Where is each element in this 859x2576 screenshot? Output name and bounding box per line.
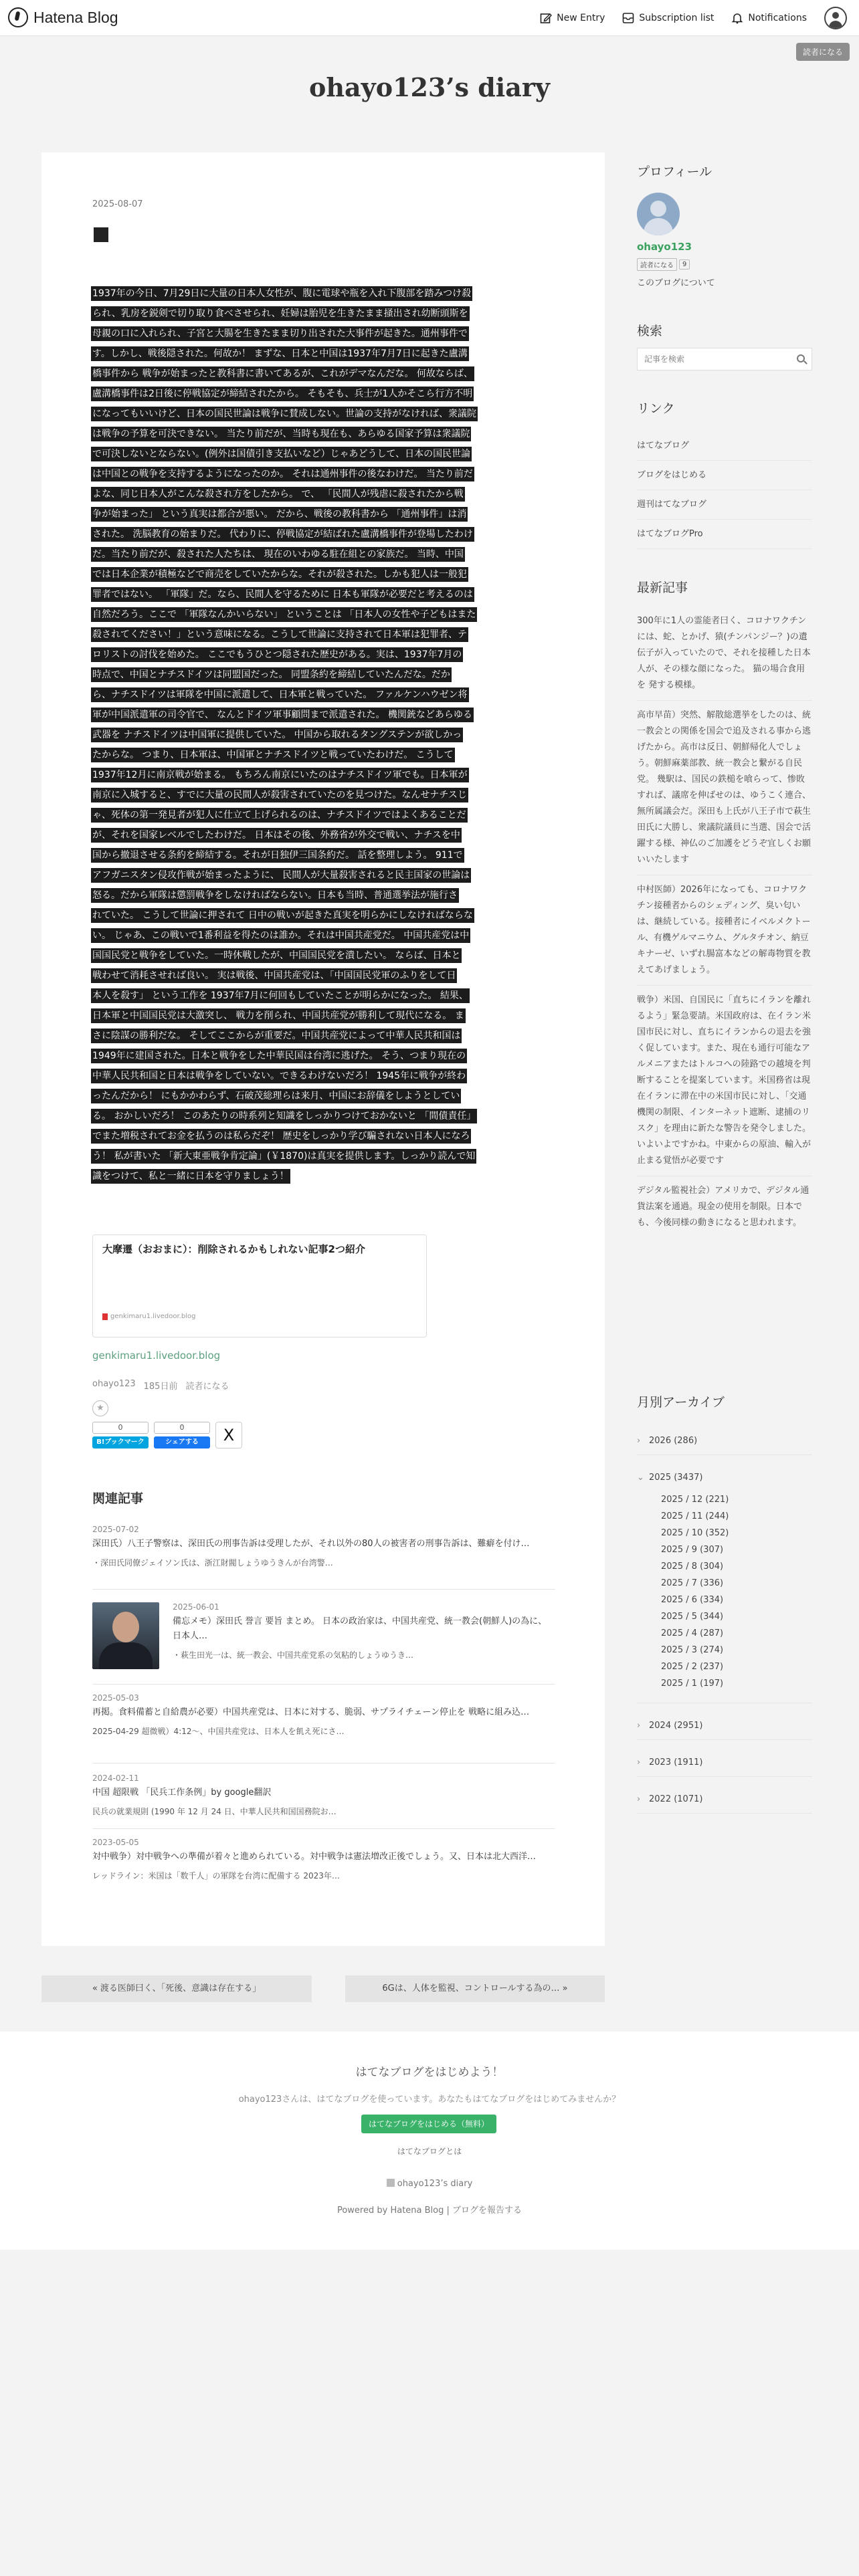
related-item[interactable]: 2025-05-03 再掲。食料備蓄と自給農が必要）中国共産党は、日本に対する、脆弱、サプライチェーン停止を 戦略に組み込… 2025-04-29 超微戦）4:12〜、中国共産党は、日本人を飢え死にさ…	[92, 1693, 530, 1736]
bell-icon	[731, 12, 743, 24]
pencil-square-icon	[540, 12, 552, 24]
chevron-right-icon[interactable]: ›	[637, 1757, 641, 1767]
post-body-line	[91, 825, 555, 845]
chevron-right-icon[interactable]: ›	[637, 1436, 641, 1446]
highlighted-text: で可決しないとならない。(例外は国債引き支払いなど）じゃあどうして、日本の国民世論	[91, 447, 472, 461]
link-item[interactable]: はてなブログPro	[637, 520, 812, 549]
search-icon[interactable]	[797, 354, 805, 362]
highlighted-text: は中国との戦争を支持するようになったのか。 それは通州事件の後なわけだ。 当たり前だ	[91, 467, 474, 481]
post-body-line	[91, 665, 555, 685]
highlighted-text: さに陰謀の勝利だな。 そしてここからが重要だ。中国共産党によって中華人民共和国は	[91, 1029, 462, 1043]
post-body-line	[91, 364, 555, 384]
highlighted-text: ったんだから！ にもかかわらず、石破茂総理らは来月、中国にお辞儀をしようとしてい	[91, 1089, 461, 1103]
post-body-line	[91, 1106, 555, 1126]
source-link[interactable]: genkimaru1.livedoor.blog	[92, 1350, 221, 1362]
highlighted-text: 争が始まった」 という真実は都合が悪い。 だから、戦後の教科書から 「通州事件」は消	[91, 507, 468, 522]
highlighted-text: アフガニスタン侵攻作戦が始まったように、 民間人が大量殺害されると民主国家の世論は	[91, 868, 471, 883]
divider	[92, 1589, 555, 1590]
recent-entry-link[interactable]: 戦争）米国、自国民に「直ちにイランを離れるよう」緊急要請。米国政府は、在イラン米国市民に対し、直ちにイランからの退去を強く促しています。また、現在も通行可能なアルメニアまたはトルコへの陸路での越境を判断することを提案しています。米国務省は現在イランに滞在中の米国市民に対し、「交通機関の制限、インターネット遮断、逮捕のリスク」を理由に新たな警告を発令しました。 いよいよですかね。中東からの原油、輸入が止まる覚悟が必要です	[637, 995, 812, 1166]
highlighted-text: 罪者ではない。 「軍隊」だ。なら、民間人を守るために 日本も軍隊が必要だと考えるのは	[91, 587, 474, 602]
embed-title: 大摩遷（おおまに）：削除されるかもしれない記事2つ紹介	[102, 1243, 365, 1255]
post-body-line	[91, 424, 555, 444]
subscribe-reader-button[interactable]: 読者になる	[796, 43, 850, 61]
post-meta	[92, 1379, 229, 1392]
about-blog-link[interactable]: このブログについて	[637, 278, 715, 288]
post-body-line	[91, 444, 555, 464]
highlighted-text: い。 じゃあ、この戦いで1番利益を得たのは誰か。それは中国共産党だ。 中国共産党は中	[91, 928, 470, 943]
post-body-line	[91, 524, 555, 544]
highlighted-text: 1937年の今日、7月29日に大量の日本人女性が、腹に電球や瓶を入れ下腹部を踏みつけ殺	[91, 286, 472, 301]
post-body-line	[91, 544, 555, 564]
embedded-link-card[interactable]	[92, 1235, 427, 1337]
search-module	[637, 321, 812, 339]
link-item[interactable]: ブログをはじめる	[637, 461, 812, 490]
post-body-line	[91, 1166, 555, 1186]
profile-module	[637, 162, 812, 180]
post-body-line	[91, 865, 555, 885]
highlighted-text: された。 洗脳教育の始まりだ。 代わりに、停戦協定が結ばれた盧溝橋事件が登場したわけ	[91, 527, 474, 542]
related-item[interactable]: 2023-05-05 対中戦争）対中戦争への準備が着々と進められている。対中戦争は憲法増改正後でしょう。又、日本は北大西洋… レッドライン：米国は「数千人」の軍隊を台湾に配備する 2023年…	[92, 1838, 537, 1881]
post-body-line	[91, 725, 555, 745]
post-body-line	[91, 304, 555, 324]
highlighted-text: ら、ナチスドイツは軍隊を中国に派遣して、日本軍と戦っていた。 ファルケンハウゼン将	[91, 687, 469, 702]
highlighted-text: 本人を殺す」 という工作を 1937年7月に何回もしていたことが明らかになった。 結果、	[91, 988, 470, 1003]
post-body-line	[91, 1046, 555, 1066]
recent-entry-link[interactable]: 高市早苗）突然、解散総選挙をしたのは、統一教会との関係を国会で追及される事から逃げたから。高市は反日、朝鮮帰化人でしょう。朝鮮麻薬部教、統一教会と繋がる自民党。 幾駅は、国民の鉄槌を喰らって、惨敗すれば、議席を伸ばせのは、ゆうこく連合、無所属議会だ。深田も上氏が八王子市で萩生田氏に大勝し、衆議院議員に当選、国会で活躍する様、神仏のご加護をどうぞ宜しくお願いいたします	[637, 710, 812, 865]
subscription-list-button[interactable]: Subscription list	[622, 12, 714, 24]
post-body-line	[91, 484, 555, 504]
post-body-line	[91, 344, 555, 364]
post-body-line	[91, 1006, 555, 1026]
main-column	[41, 152, 605, 1946]
subscription-icon	[622, 12, 634, 24]
highlighted-text: でまた増税されてお金を払うのは私らだぞ！ 歴史をしっかり学び騙されない日本人になろ	[91, 1129, 471, 1144]
powered-by[interactable]: Powered by Hatena Blog | ブログを報告する	[337, 2206, 522, 2216]
link-item[interactable]: はてなブログ	[637, 431, 812, 461]
highlighted-text: よな、同じ日本人がこんな殺され方をしたから。 で、 「民間人が残虐に殺されたから戦	[91, 487, 465, 502]
post-body-line	[91, 284, 555, 304]
share-buttons	[92, 1422, 242, 1448]
search-input[interactable]	[638, 348, 785, 370]
post-body-line	[91, 705, 555, 725]
highlighted-text: る。 おかしいだろ！ このあたりの時系列と知識をしっかりつけておかないと 「間債責任」	[91, 1109, 477, 1123]
archive-month-link[interactable]: 2025 / 5 (344)	[661, 1612, 724, 1622]
meta-reader-link[interactable]: 読者になる	[185, 1382, 229, 1392]
post-body-line	[91, 625, 555, 645]
highlighted-text: う！ 私が書いた 「新大東亜戦争肯定論」(￥1870)は真実を提供します。しっかり読んで知	[91, 1149, 476, 1164]
post-body-line	[91, 645, 555, 665]
hatena-logo-icon	[8, 7, 28, 27]
archive-year[interactable]: ›2022 (1071)	[637, 1786, 812, 1813]
footer-paragraph: ohayo123さんは、はてなブログを使っています。あなたもはてなブログをはじめてみませんか？	[238, 2095, 621, 2105]
highlighted-text: 橋事件から 戦争が始まったと教科書に書いてあるが、これがデマなんだな。 何故ならば、	[91, 366, 474, 381]
blog-icon	[387, 2179, 395, 2187]
post-body-line	[91, 765, 555, 785]
link-item[interactable]: 週刊はてなブログ	[637, 490, 812, 520]
recent-entry-link[interactable]: デジタル監視社会）アメリカで、デジタル通貨法案を通過。現金の使用を制限。日本でも、今後同様の動きになると思われます。	[637, 1186, 809, 1228]
post-body-line	[91, 905, 555, 926]
highlighted-text: 軍が中国派遣軍の司令官で、 なんとドイツ軍事顧問まで派遣された。 機関銃などあらゆる	[91, 708, 474, 722]
highlighted-text: 1937年12月に南京戦が始まる。 もちろん南京にいたのはナチスドイツ軍でも。日本軍が	[91, 768, 469, 782]
highlighted-text: 国から撤退させる条約を締結する。それが日独伊三国条約だ。 話を整理しよう。 911で	[91, 848, 464, 863]
blog-title[interactable]: ohayo123’s diary	[309, 72, 550, 102]
highlighted-text: が、それを国家レベルでしたわけだ。 日本はその後、外務省が外交で戦い、ナチスを中	[91, 828, 462, 843]
post-body-line	[91, 926, 555, 946]
highlighted-text: 自然だろう。ここで 「軍隊なんかいらない」 ということは 「日本人の女性や子どもはまた	[91, 607, 477, 622]
post-title-square-glyph[interactable]	[94, 227, 108, 242]
hatena-bookmark-button[interactable]: 0 B!ブックマーク	[92, 1422, 149, 1448]
highlighted-text: 日本軍と中国国民党は大激突し、 戦力を削られ、中国共産党が勝利して現代になる。 ま	[91, 1008, 466, 1023]
footer-heading: はてなブログをはじめよう！	[355, 2066, 504, 2079]
profile-name[interactable]: ohayo123	[637, 241, 692, 253]
chevron-right-icon[interactable]: ›	[637, 1721, 641, 1731]
archive-year[interactable]: ›2024 (2951)	[637, 1713, 812, 1739]
highlighted-text: 怒る。だから軍隊は懲罰戦争をしなければならない。日本も当時、普通選挙法が施行さ	[91, 888, 459, 903]
facebook-share-button[interactable]: 0 シェアする	[154, 1422, 210, 1448]
post-body-line	[91, 384, 555, 404]
archive-month-link[interactable]: 2025 / 8 (304)	[661, 1562, 724, 1572]
divider	[92, 1684, 555, 1685]
archive-month-link[interactable]: 2025 / 4 (287)	[661, 1628, 724, 1638]
post-body-line	[91, 584, 555, 605]
archive-month-link[interactable]: 2025 / 6 (334)	[661, 1595, 724, 1605]
divider	[92, 1828, 555, 1829]
global-header	[0, 0, 859, 36]
links-module	[637, 399, 812, 549]
recent-entries-module	[637, 578, 812, 1231]
post-date[interactable]: 2025-08-07	[92, 199, 143, 209]
highlighted-text: 南京に入城すると、すでに大量の民間人が殺害されていたのを見つけた。なんせナチスじ	[91, 788, 468, 802]
permalink-time[interactable]: 185日前	[143, 1382, 178, 1392]
archive-year[interactable]: ›2023 (1911)	[637, 1749, 812, 1776]
highlighted-text: になってもいいけど、日本の国民世論は戦争に賛成しない。世論の支持がなければ、衆議院	[91, 407, 478, 421]
highlighted-text: 1949年に建国された。日本と戦争をした中華民国は台湾に逃げた。 そう、つまり現在の	[91, 1049, 467, 1063]
post-body-line	[91, 946, 555, 966]
new-entry-button[interactable]: New Entry	[540, 12, 605, 24]
chevron-down-icon[interactable]: ⌄	[637, 1473, 644, 1483]
highlighted-text: 武器を ナチスドイツは中国軍に提供していた。 中国から取れるタングステンが欲しかっ	[91, 728, 463, 742]
next-entry-link[interactable]: 6Gは、人体を監視、コントロールする為の… »	[345, 1975, 605, 2002]
archive-heading: 月別アーカイブ	[637, 1395, 725, 1410]
archive-month-link[interactable]: 2025 / 11 (244)	[661, 1511, 729, 1521]
post-body-line	[91, 324, 555, 344]
post-body-line	[91, 785, 555, 805]
favicon-icon	[102, 1313, 108, 1320]
highlighted-text: では日本企業が積極などで商売をしていたからな。それが殺された。しかも犯人は一般犯	[91, 567, 468, 582]
archive-month-link[interactable]: 2025 / 1 (197)	[661, 1679, 724, 1689]
highlighted-text: 国国民党と戦争をしていた。一時休戦したが、中国国民党を潰したい。 ならば、日本と	[91, 948, 462, 963]
post-body-line	[91, 685, 555, 705]
related-item[interactable]: 2025-06-01 備忘メモ）深田氏 誉言 要旨 まとめ。 日本の政治家は、中国共産党、統一教会(朝鮮人)の為に、日本人… ・萩生田光一は、統一教会、中国共産党系の気粘的しょうゆうき…	[173, 1602, 547, 1660]
start-blog-button[interactable]: はてなブログをはじめる（無料）	[361, 2115, 496, 2133]
archive-month-link[interactable]: 2025 / 7 (336)	[661, 1578, 724, 1588]
add-star-icon[interactable]: ★	[92, 1400, 108, 1416]
divider	[637, 1739, 812, 1740]
footer-blog-name[interactable]: ohayo123’s diary	[0, 2179, 859, 2189]
highlighted-text: 戦わせて消耗させれば良い。 実は戦後、中国共産党は、「中国国民党軍のふりをして日	[91, 968, 457, 983]
about-hatena-blog-link[interactable]: はてなブログとは	[397, 2147, 462, 2156]
user-avatar-icon[interactable]	[824, 7, 847, 29]
related-item[interactable]: 2025-07-02 深田氏）八王子警察は、深田氏の刑事告訴は受理したが、それ以外の80人の被害者の刑事告訴は、難癖を付け… ・深田氏同僚ジェイソン氏は、浙江財閥しょうゆうきんが台湾警…	[92, 1525, 530, 1568]
post-body-line	[91, 1146, 555, 1166]
post-body-line	[91, 1066, 555, 1086]
archive-month-link[interactable]: 2025 / 3 (274)	[661, 1645, 724, 1655]
highlighted-text: 中華人民共和国と日本は戦争をしていない。できるわけないだろ！ 1945年に戦争が終わ	[91, 1069, 467, 1083]
recent-entry-link[interactable]: 中村医師）2026年になっても、コロナワクチン接種者からのシェディング、臭い匂いは、継続している。接種者にイベルメクトール、有機ゲルマニウム、グルタチオン、納豆キナーゼ、いずれ腸富本などの解毒物質を教えてあげましょう。	[637, 885, 811, 975]
archive-month-link[interactable]: 2025 / 12 (221)	[661, 1495, 729, 1505]
chevron-right-icon[interactable]: ›	[637, 1794, 641, 1804]
highlighted-text: ゃ、死体の第一発見者が犯人に仕立て上げられるのは、ナチスドイツではよくあることだ	[91, 808, 468, 823]
post-body-line	[91, 745, 555, 765]
highlighted-text: れていた。 こうして世論に押されて 日中の戦いが起きた真実を明らかにしなければならな	[91, 908, 474, 923]
post-body-line	[91, 1126, 555, 1146]
post-body-line	[91, 404, 555, 424]
post-body-line	[91, 845, 555, 865]
highlighted-text: だ。当たり前だが、殺された人たちは、 現在のいわゆる駐在組との家族だ。 当時、中国	[91, 547, 465, 562]
prev-entry-link[interactable]: « 渡る医師曰く、「死後、意識は存在する」	[41, 1975, 312, 2002]
highlighted-text: ロリストの討伐を始めた。 ここでもうひとつ隠された歴史がある。実は、1937年7月の	[91, 647, 463, 662]
post-body-line	[91, 1026, 555, 1046]
highlighted-text: は戦争の予算を可決できない。 当たり前だが、当時も現在も、あらゆる国家予算は衆議院	[91, 427, 471, 441]
footer	[0, 2032, 859, 2250]
related-item[interactable]: 2024-02-11 中国 超限戦 「民兵工作条例」by google翻訳 民兵の就業規則 (1990 年 12 月 24 日、中華人民共和国国務院お…	[92, 1774, 337, 1816]
highlighted-text: られ、乳房を鋭剣で切り取り食べさせられ、妊婦は胎児を生きたまま掻出され幼断頭斯を	[91, 306, 470, 321]
post-body-line	[91, 805, 555, 825]
post-body-line	[91, 464, 555, 484]
links-heading: リンク	[637, 401, 675, 416]
post-body-line	[91, 966, 555, 986]
search-heading: 検索	[637, 324, 663, 338]
divider	[637, 1813, 812, 1814]
post-body	[91, 284, 555, 1186]
profile-avatar[interactable]	[637, 193, 680, 235]
archive-month-link[interactable]: 2025 / 10 (352)	[661, 1528, 729, 1538]
highlighted-text: 殺されてください！」という意味になる。こうして世論に支持されて日本軍は犯罪者、テ	[91, 627, 468, 642]
x-share-button[interactable]: X	[215, 1422, 242, 1448]
post-body-line	[91, 564, 555, 584]
archive-month-link[interactable]: 2025 / 9 (307)	[661, 1545, 724, 1555]
recent-entry-link[interactable]: 300年に1人の霊能者曰く、コロナワクチンには、蛇、とかげ、猿(チンパンジー？)の遺伝子が入っていたので、それを接種した日本人が、その様な顔になった。 猫の場合食用を 発する模様。	[637, 616, 811, 690]
related-heading: 関連記事	[92, 1491, 144, 1506]
notifications-button[interactable]: Notifications	[731, 12, 807, 24]
archive-month-link[interactable]: 2025 / 2 (237)	[661, 1662, 724, 1672]
hatena-blog-logo[interactable]: Hatena Blog	[8, 7, 118, 27]
highlighted-text: 盧溝橋事件は2日後に停戦協定が締結されたから。 そもそも、兵士が1人かそこら行方不明	[91, 387, 474, 401]
highlighted-text: す。しかし、戦後隠された。何故か！ まずな、日本と中国は1937年7月7日に起きた盧溝	[91, 346, 469, 361]
archive-year[interactable]: ›2026 (286)	[637, 1428, 812, 1455]
recent-heading: 最新記事	[637, 580, 688, 595]
post-body-line	[91, 885, 555, 905]
archive-module	[637, 1392, 812, 1823]
post-body-line	[91, 986, 555, 1006]
highlighted-text: 母親の口に入れられ、子宮と大腸を生きたまま切り出された大事件が起きた。通州事件で	[91, 326, 469, 341]
highlighted-text: 識をつけて、私と一緒に日本を守りましょう！	[91, 1169, 290, 1184]
embed-source: genkimaru1.livedoor.blog	[102, 1313, 195, 1320]
divider	[637, 1776, 812, 1777]
author-link[interactable]: ohayo123	[92, 1379, 136, 1389]
highlighted-text: 時点で、中国とナチスドイツは同盟国だった。 同盟条約を締結していたんだな。だか	[91, 667, 452, 682]
post-body-line	[91, 1086, 555, 1106]
post-body-line	[91, 504, 555, 524]
search-box	[637, 348, 812, 370]
highlighted-text: たからな。 つまり、日本軍は、中国軍とナチスドイツと戦っていたわけだ。 こうして	[91, 748, 455, 762]
related-thumbnail-image[interactable]	[92, 1602, 159, 1669]
profile-reader-button[interactable]: 読者になる 9	[637, 258, 690, 271]
archive-year[interactable]: ⌄2025 (3437)	[637, 1465, 812, 1491]
profile-heading: プロフィール	[637, 165, 712, 179]
post-body-line	[91, 605, 555, 625]
